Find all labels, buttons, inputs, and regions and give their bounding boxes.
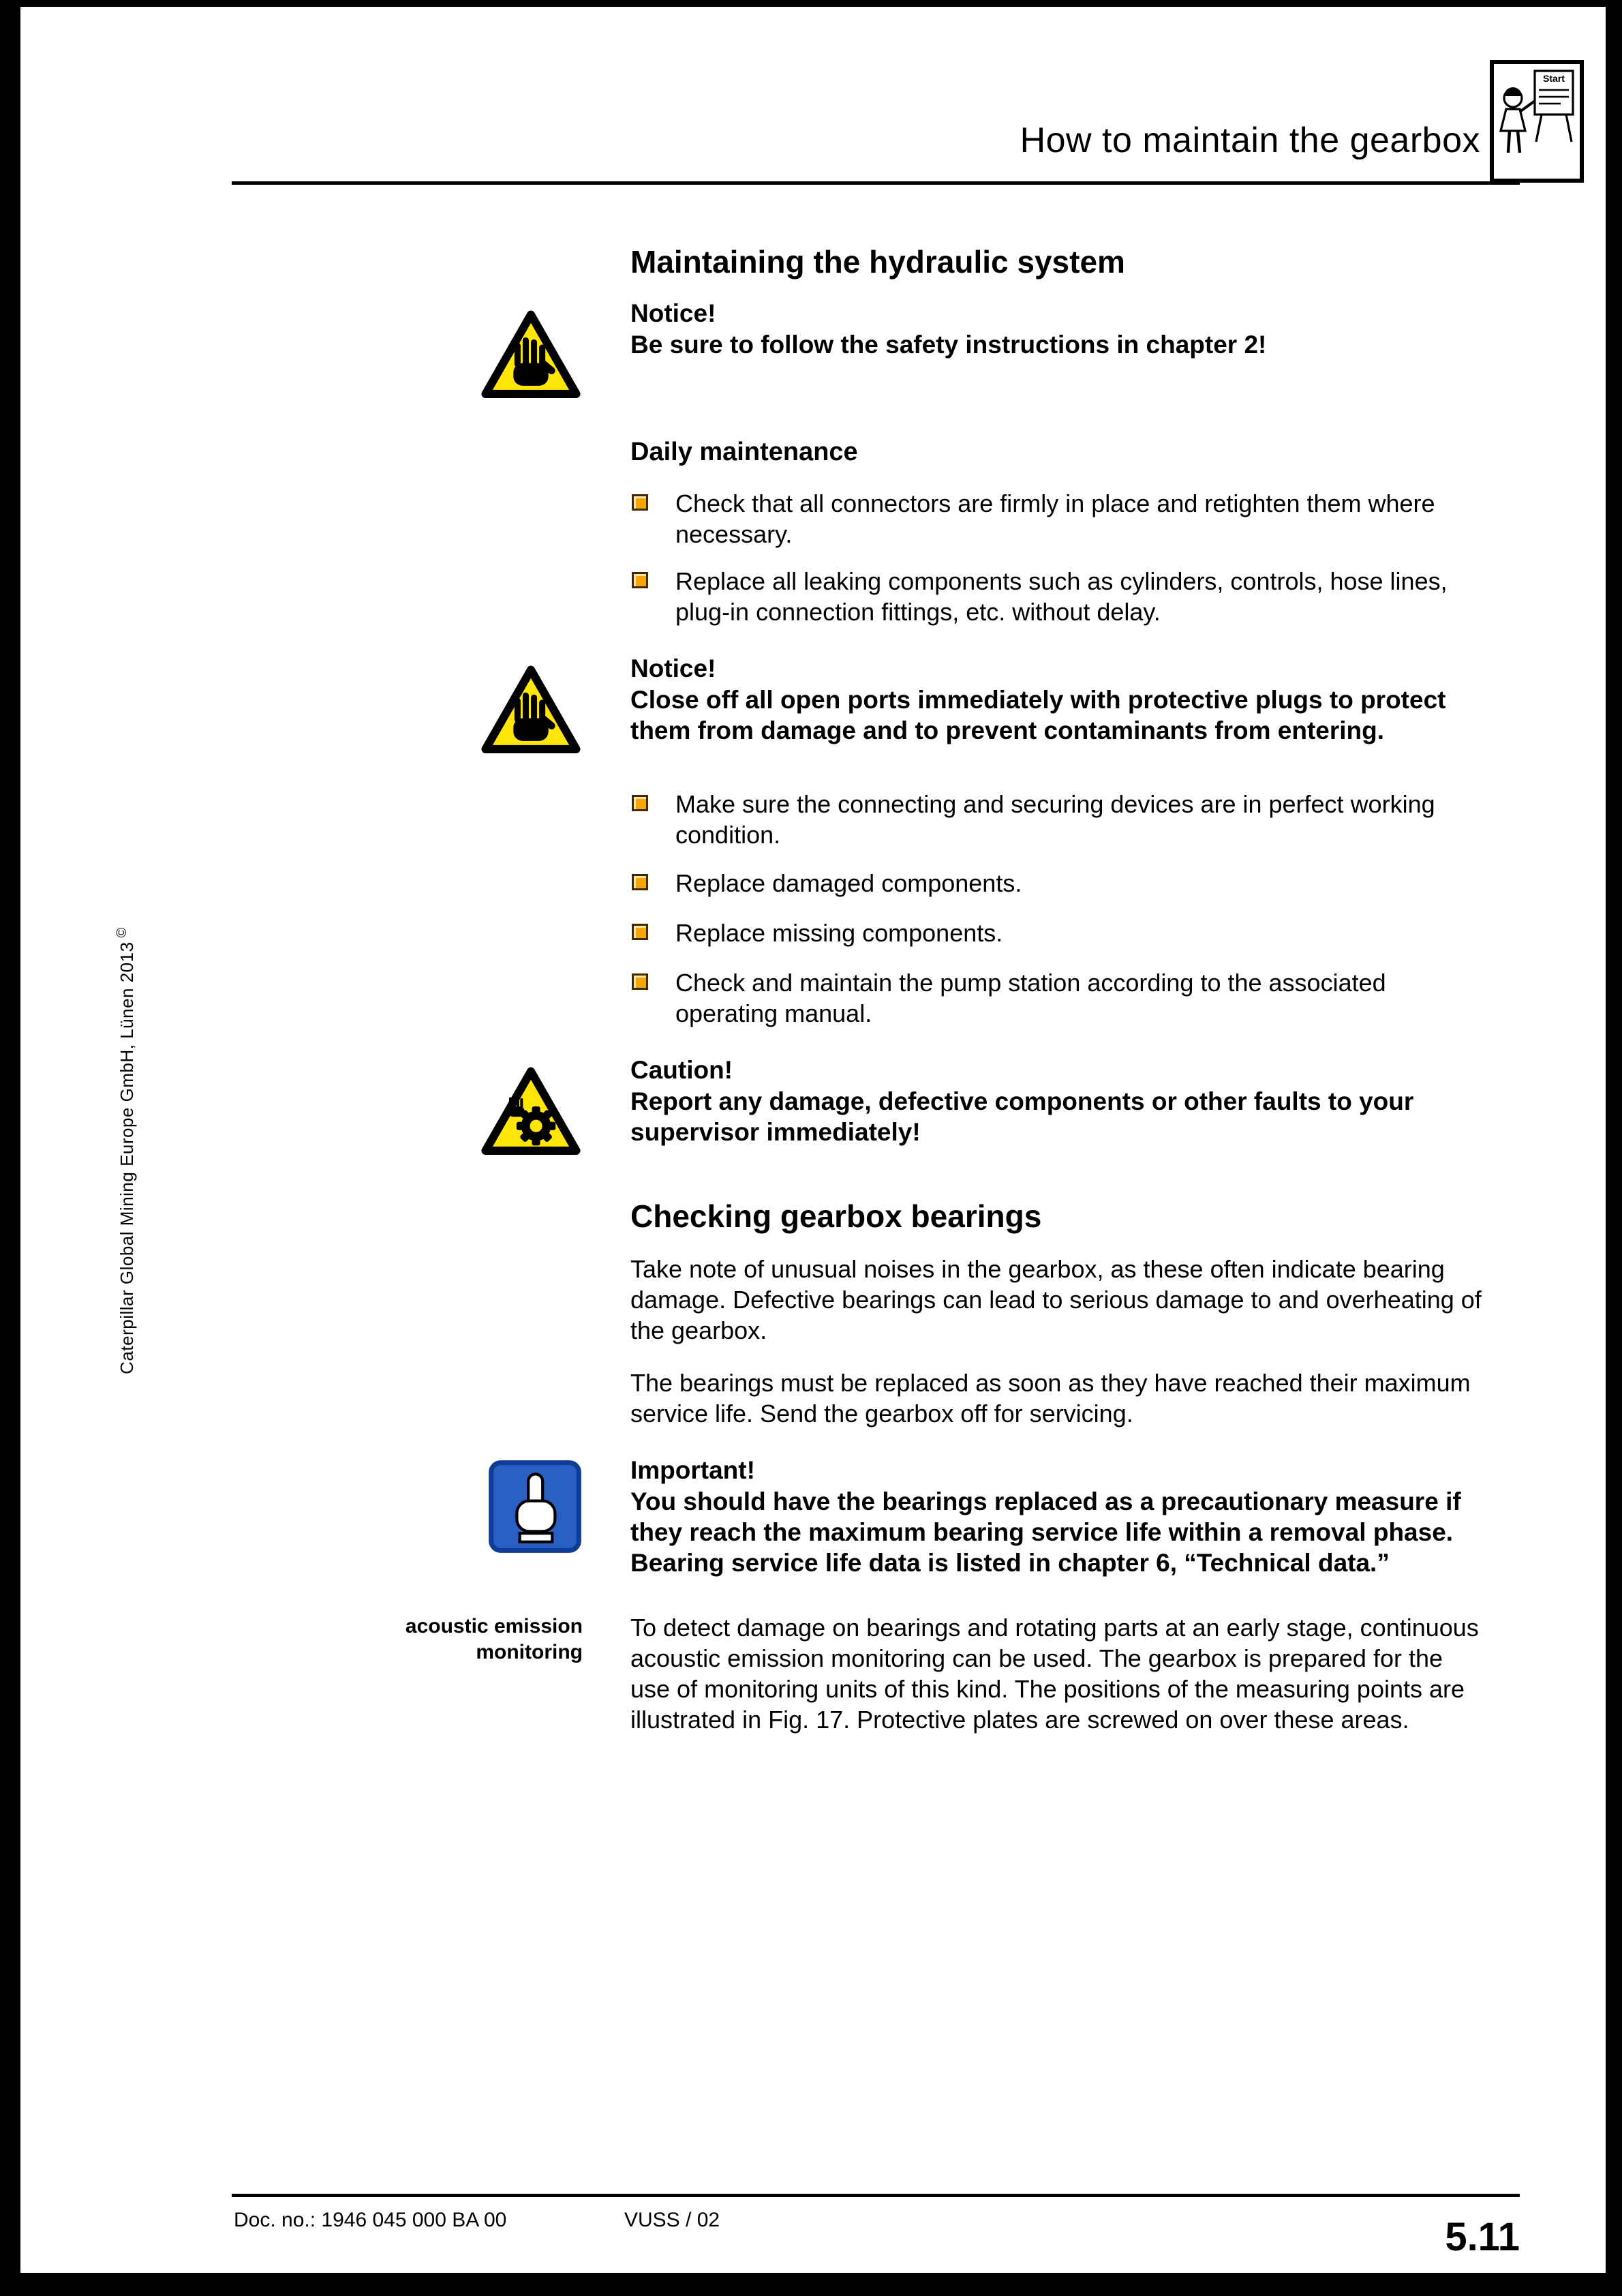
bullet-square-icon bbox=[632, 874, 648, 890]
list-item bbox=[630, 789, 1520, 850]
margin-label-line1: acoustic emission bbox=[405, 1614, 583, 1637]
bullet-text: Check that all connectors are firmly in place and retighten them where necessary. bbox=[675, 489, 1435, 548]
bullet-text: Check and maintain the pump station according to the associated operating manual. bbox=[675, 968, 1386, 1027]
sidebar-copyright-text: Caterpillar Global Mining Europe GmbH, Lünen 2013 bbox=[116, 941, 137, 1374]
paragraph: The bearings must be replaced as soon as they have reached their maximum service life. Send the gearbox off for servicing. bbox=[630, 1368, 1471, 1428]
warning-triangle-hand-icon bbox=[479, 663, 583, 759]
instructor-start-board-icon bbox=[1490, 60, 1584, 186]
scan-edge-left bbox=[0, 0, 20, 2296]
footer-version: VUSS / 02 bbox=[624, 2209, 720, 2231]
notice-text: Be sure to follow the safety instructions in chapter 2! bbox=[630, 330, 1267, 359]
notice-text: Close off all open ports immediately with protective plugs to protect them from damage and to prevent contaminants from entering. bbox=[630, 685, 1446, 744]
bullet-text: Replace all leaking components such as cylinders, controls, hose lines, plug-in connection fittings, etc. without delay. bbox=[675, 567, 1448, 626]
sidebar-copyright bbox=[114, 927, 138, 1374]
important-block bbox=[630, 1455, 1482, 1578]
notice-label: Notice! bbox=[630, 654, 716, 682]
page-header-title: How to maintain the gearbox bbox=[1020, 121, 1480, 160]
margin-label-acoustic-emission bbox=[406, 1614, 583, 1665]
scan-edge-top bbox=[0, 0, 1622, 7]
header-rule bbox=[232, 181, 1520, 185]
daily-maintenance-title: Daily maintenance bbox=[630, 437, 858, 466]
paragraph: To detect damage on bearings and rotating parts at an early stage, continuous acoustic emission monitoring can be used. The gearbox is prepared for the use of monitoring units of this kind. The positions of the measuring points are illustrated in Fig. 17. Protective plates are screwed on over these areas. bbox=[630, 1613, 1479, 1734]
caution-text: Report any damage, defective components or other faults to your supervisor immediately! bbox=[630, 1087, 1414, 1146]
list-item bbox=[630, 488, 1520, 549]
list-item bbox=[630, 918, 1520, 948]
bullet-square-icon bbox=[632, 795, 648, 811]
notice-label: Notice! bbox=[630, 299, 716, 327]
footer-page-number: 5.11 bbox=[1445, 2215, 1520, 2259]
notice-block-1 bbox=[630, 298, 1482, 360]
list-item bbox=[630, 566, 1520, 627]
paragraph: Take note of unusual noises in the gearbox, as these often indicate bearing damage. Defective bearings can lead to serious damage to and overheating of the gearbox. bbox=[630, 1254, 1482, 1344]
bullet-square-icon bbox=[632, 973, 648, 990]
bullet-square-icon bbox=[632, 494, 648, 511]
scan-edge-bottom bbox=[0, 2273, 1622, 2296]
important-text: You should have the bearings replaced as a precautionary measure if they reach the maximum bearing service life within a removal phase. Bearing service life data is listed in chapter 6, “Technical data.” bbox=[630, 1487, 1461, 1577]
list-item bbox=[630, 967, 1520, 1029]
section-title-bearings: Checking gearbox bearings bbox=[630, 1198, 1042, 1234]
bullet-text: Replace missing components. bbox=[675, 918, 1003, 947]
footer-rule bbox=[232, 2194, 1520, 2197]
warning-triangle-gear-icon bbox=[479, 1064, 583, 1160]
bullet-square-icon bbox=[632, 572, 648, 588]
notice-block-2 bbox=[630, 653, 1482, 746]
caution-label: Caution! bbox=[630, 1055, 733, 1084]
list-item bbox=[630, 868, 1520, 898]
bullet-text: Replace damaged components. bbox=[675, 868, 1022, 897]
warning-triangle-hand-icon bbox=[479, 307, 583, 404]
bullet-text: Make sure the connecting and securing devices are in perfect working condition. bbox=[675, 789, 1435, 849]
copyright-symbol: © bbox=[114, 927, 130, 938]
important-pointing-hand-icon bbox=[487, 1459, 583, 1558]
margin-label-line2: monitoring bbox=[476, 1640, 583, 1663]
scan-edge-right bbox=[1606, 0, 1622, 2296]
caution-block bbox=[630, 1055, 1482, 1147]
footer-doc-number: Doc. no.: 1946 045 000 BA 00 bbox=[234, 2209, 507, 2231]
important-label: Important! bbox=[630, 1455, 755, 1484]
section-title-hydraulic: Maintaining the hydraulic system bbox=[630, 244, 1125, 280]
main-content bbox=[232, 244, 1520, 1735]
start-label: Start bbox=[1543, 73, 1565, 84]
bullet-square-icon bbox=[632, 924, 648, 940]
